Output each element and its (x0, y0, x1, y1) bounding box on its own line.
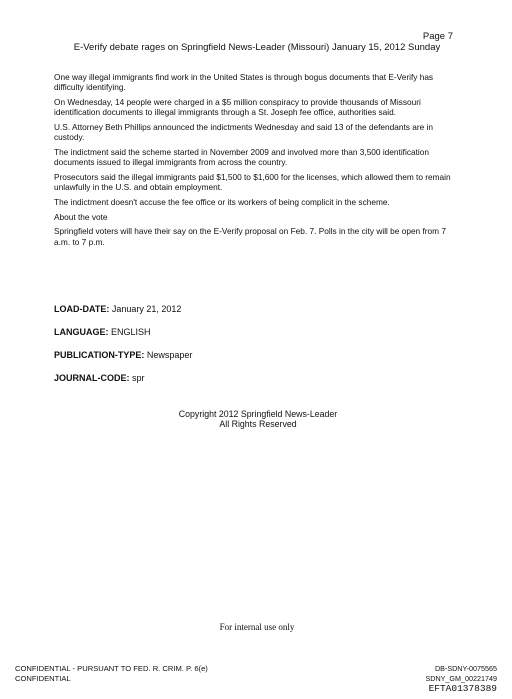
section-subheading: About the vote (54, 211, 108, 222)
footer-left-line: CONFIDENTIAL (15, 674, 71, 683)
language-value: ENGLISH (111, 327, 151, 337)
paragraph: U.S. Attorney Beth Phillips announced the indictments Wednesday and said 13 of the defendants are in custody. (54, 121, 433, 143)
internal-use-note: For internal use only (219, 622, 295, 632)
paragraph: One way illegal immigrants find work in the United States is through bogus documents that E-Verify has difficulty identifying. (54, 72, 434, 93)
article-header-title: E-Verify debate rages on Springfield News-Leader (Missouri) January 15, 2012 Sunday (73, 42, 441, 53)
bates-number: DB-SDNY-0075565 (434, 664, 497, 673)
load-date-value: January 21, 2012 (111, 304, 182, 314)
copyright-line: Copyright 2012 Springfield News-Leader (178, 409, 338, 419)
load-date-label: LOAD-DATE: (54, 304, 110, 314)
page-number: Page 7 (422, 31, 453, 42)
article-body (54, 72, 464, 251)
journal-code (54, 373, 145, 383)
footer-confidential (15, 664, 208, 684)
language-label: LANGUAGE: (54, 327, 109, 337)
paragraph: Prosecutors said the illegal immigrants paid $1,500 to $1,600 for the licenses, which allowed them to remain unlawfully in the U.S. and obtain employment. (54, 171, 451, 193)
publication-type (54, 350, 192, 360)
copyright-notice (0, 409, 512, 430)
journal-code-value: spr (132, 373, 145, 383)
footer-left-line: CONFIDENTIAL - PURSUANT TO FED. R. CRIM. P. 6(e) (15, 664, 208, 673)
publication-type-value: Newspaper (146, 350, 193, 360)
load-date (54, 304, 181, 314)
language (54, 327, 151, 337)
footer-bates-numbers (425, 664, 497, 694)
paragraph: The indictment doesn't accuse the fee office or its workers of being complicit in the scheme. (54, 196, 390, 207)
paragraph: On Wednesday, 14 people were charged in a $5 million conspiracy to provide thousands of Missouri identification documents to illegal immigrants through a St. Joseph fee office, authorities said. (54, 96, 421, 118)
paragraph: The indictment said the scheme started in November 2009 and involved more than 3,500 identification documents issued to illegal immigrants from across the country. (54, 146, 429, 168)
paragraph: Springfield voters will have their say on the E-Verify proposal on Feb. 7. Polls in the city will be open from 7 a.m. to 7 p.m. (54, 226, 446, 247)
journal-code-label: JOURNAL-CODE: (54, 373, 130, 383)
publication-type-label: PUBLICATION-TYPE: (54, 350, 145, 360)
rights-line: All Rights Reserved (219, 419, 297, 430)
efta-number: EFTA01378389 (428, 683, 497, 694)
bates-number: SDNY_GM_00221749 (425, 674, 497, 683)
